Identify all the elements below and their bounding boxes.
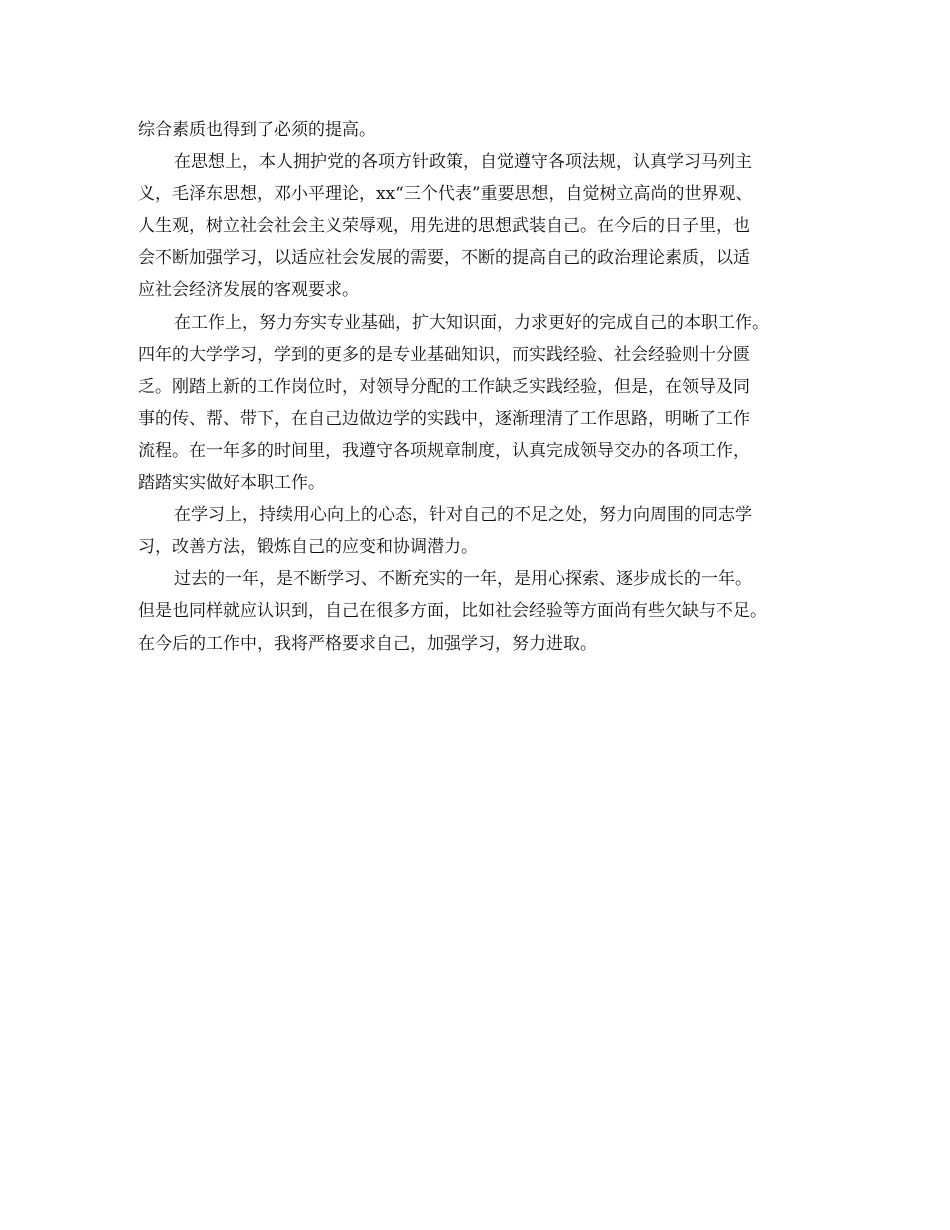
paragraph-line: 踏踏实实做好本职工作。	[138, 473, 325, 494]
paragraph-line: 在今后的工作中，我将严格要求自己，加强学习，努力进取。	[138, 633, 597, 654]
paragraph-line: 义，毛泽东思想，邓小平理论，xx“三个代表”重要思想，自觉树立高尚的世界观、	[138, 184, 753, 205]
paragraph-line: 事的传、帮、带下，在自己边做边学的实践中，逐渐理清了工作思路，明晰了工作	[138, 408, 750, 429]
paragraph-line: 四年的大学学习，学到的更多的是专业基础知识，而实践经验、社会经验则十分匮	[138, 344, 750, 365]
paragraph-4	[138, 499, 828, 563]
paragraph-line: 在思想上，本人拥护党的各项方针政策，自觉遵守各项法规，认真学习马列主	[174, 152, 752, 173]
paragraph-line: 在工作上，努力夯实专业基础，扩大知识面，力求更好的完成自己的本职工作。	[174, 312, 769, 333]
document-body	[138, 114, 828, 660]
paragraph-1	[138, 114, 828, 146]
paragraph-line: 人生观，树立社会社会主义荣辱观，用先进的思想武装自己。在今后的日子里，也	[138, 216, 750, 237]
paragraph-2	[138, 146, 828, 306]
paragraph-3	[138, 307, 828, 500]
paragraph-line: 过去的一年，是不断学习、不断充实的一年，是用心探索、逐步成长的一年。	[174, 569, 752, 590]
paragraph-line: 但是也同样就应认识到，自己在很多方面，比如社会经验等方面尚有些欠缺与不足。	[138, 601, 767, 622]
paragraph-line: 会不断加强学习，以适应社会发展的需要，不断的提高自己的政治理论素质，以适	[138, 248, 750, 269]
paragraph-line: 习，改善方法，锻炼自己的应变和协调潜力。	[138, 537, 478, 558]
paragraph-line: 应社会经济发展的客观要求。	[138, 280, 359, 301]
paragraph-line: 综合素质也得到了必须的提高。	[138, 120, 376, 140]
paragraph-5	[138, 563, 828, 659]
paragraph-line: 流程。在一年多的时间里，我遵守各项规章制度，认真完成领导交办的各项工作，	[138, 440, 750, 461]
paragraph-line: 乏。刚踏上新的工作岗位时，对领导分配的工作缺乏实践经验，但是，在领导及同	[138, 376, 750, 397]
paragraph-line: 在学习上，持续用心向上的心态，针对自己的不足之处，努力向周围的同志学	[174, 505, 752, 526]
